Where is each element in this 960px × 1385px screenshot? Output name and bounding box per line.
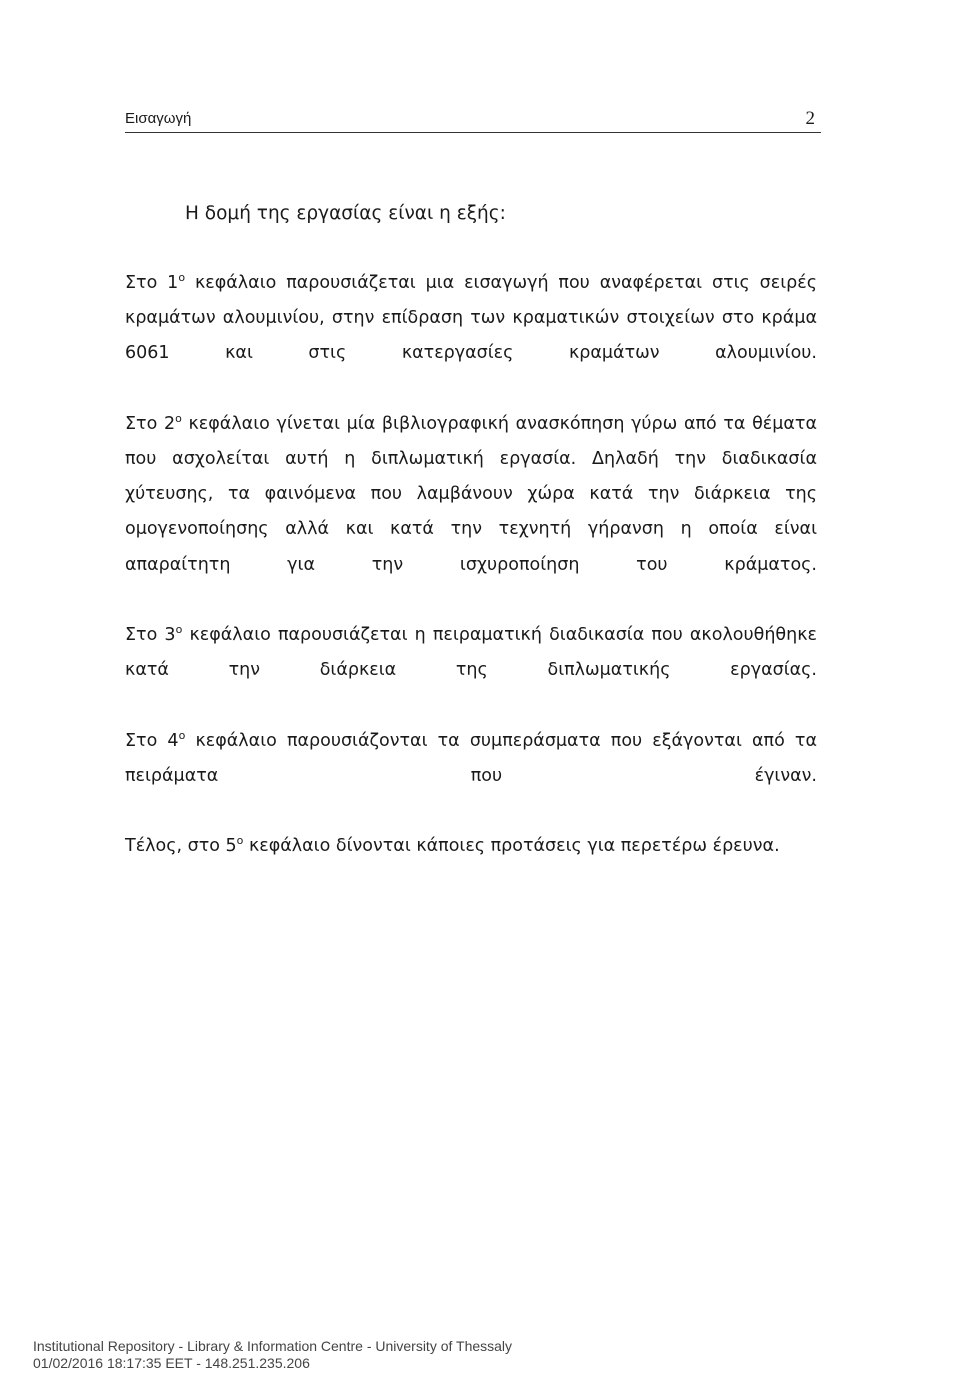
page-number: 2 <box>805 108 815 129</box>
ordinal-mark: ο <box>178 728 186 742</box>
ordinal-mark: ο <box>236 834 244 848</box>
paragraph-chapter-2 <box>125 407 817 618</box>
paragraph-chapter-5 <box>125 829 817 864</box>
ordinal-mark: ο <box>175 411 182 425</box>
ordinal-mark: ο <box>175 623 183 637</box>
paragraph-text: κεφάλαιο γίνεται μία βιβλιογραφική ανασκόπηση γύρω από τα θέματα που ασχολείται αυτή η διπλωματική εργασία. Δηλαδή την διαδικασία χύτευσης, τα φαινόμενα που λαμβάνουν χώρα κατά την διάρκεια της ομογενοποίησης αλλά και κατά την τεχνητή γήρανση η οποία είναι απαραίτητη για την ισχυροποίηση του κράματος. <box>125 413 818 575</box>
body-text <box>125 266 817 864</box>
paragraph-lead: Στο 2 <box>125 413 176 434</box>
footer-timestamp-line: 01/02/2016 18:17:35 EET - 148.251.235.206 <box>33 1355 310 1371</box>
paragraph-chapter-4 <box>125 724 817 830</box>
repository-footer <box>33 1338 512 1372</box>
section-name: Εισαγωγή <box>125 110 192 127</box>
paragraph-text: κεφάλαιο δίνονται κάποιες προτάσεις για περετέρω έρευνα. <box>243 836 780 857</box>
intro-line: Η δομή της εργασίας είναι η εξής: <box>185 203 506 224</box>
ordinal-mark: ο <box>178 271 186 284</box>
paragraph-text: κεφάλαιο παρουσιάζεται μια εισαγωγή που αναφέρεται στις σειρές κραμάτων αλουμινίου, στην επίδραση των κραματικών στοιχείων στο κράμα 6061 και στις κατεργασίες κραμάτων αλουμινίου. <box>125 273 817 364</box>
paragraph-text: κεφάλαιο παρουσιάζονται τα συμπεράσματα που εξάγονται από τα πειράματα που έγιναν. <box>125 730 817 786</box>
paragraph-lead: Στο 1 <box>125 273 179 293</box>
paragraph-lead: Στο 4 <box>125 730 179 751</box>
footer-repository-line: Institutional Repository - Library & Information Centre - University of Thessaly <box>33 1338 513 1354</box>
paragraph-lead: Τέλος, στο 5 <box>125 836 237 857</box>
paragraph-text: κεφάλαιο παρουσιάζεται η πειραματική διαδικασία που ακολουθήθηκε κατά την διάρκεια της διπλωματικής εργασίας. <box>125 625 818 681</box>
paragraph-chapter-3 <box>125 618 817 724</box>
running-header <box>125 108 821 133</box>
paragraph-chapter-1 <box>125 266 817 407</box>
paragraph-lead: Στο 3 <box>125 625 176 646</box>
